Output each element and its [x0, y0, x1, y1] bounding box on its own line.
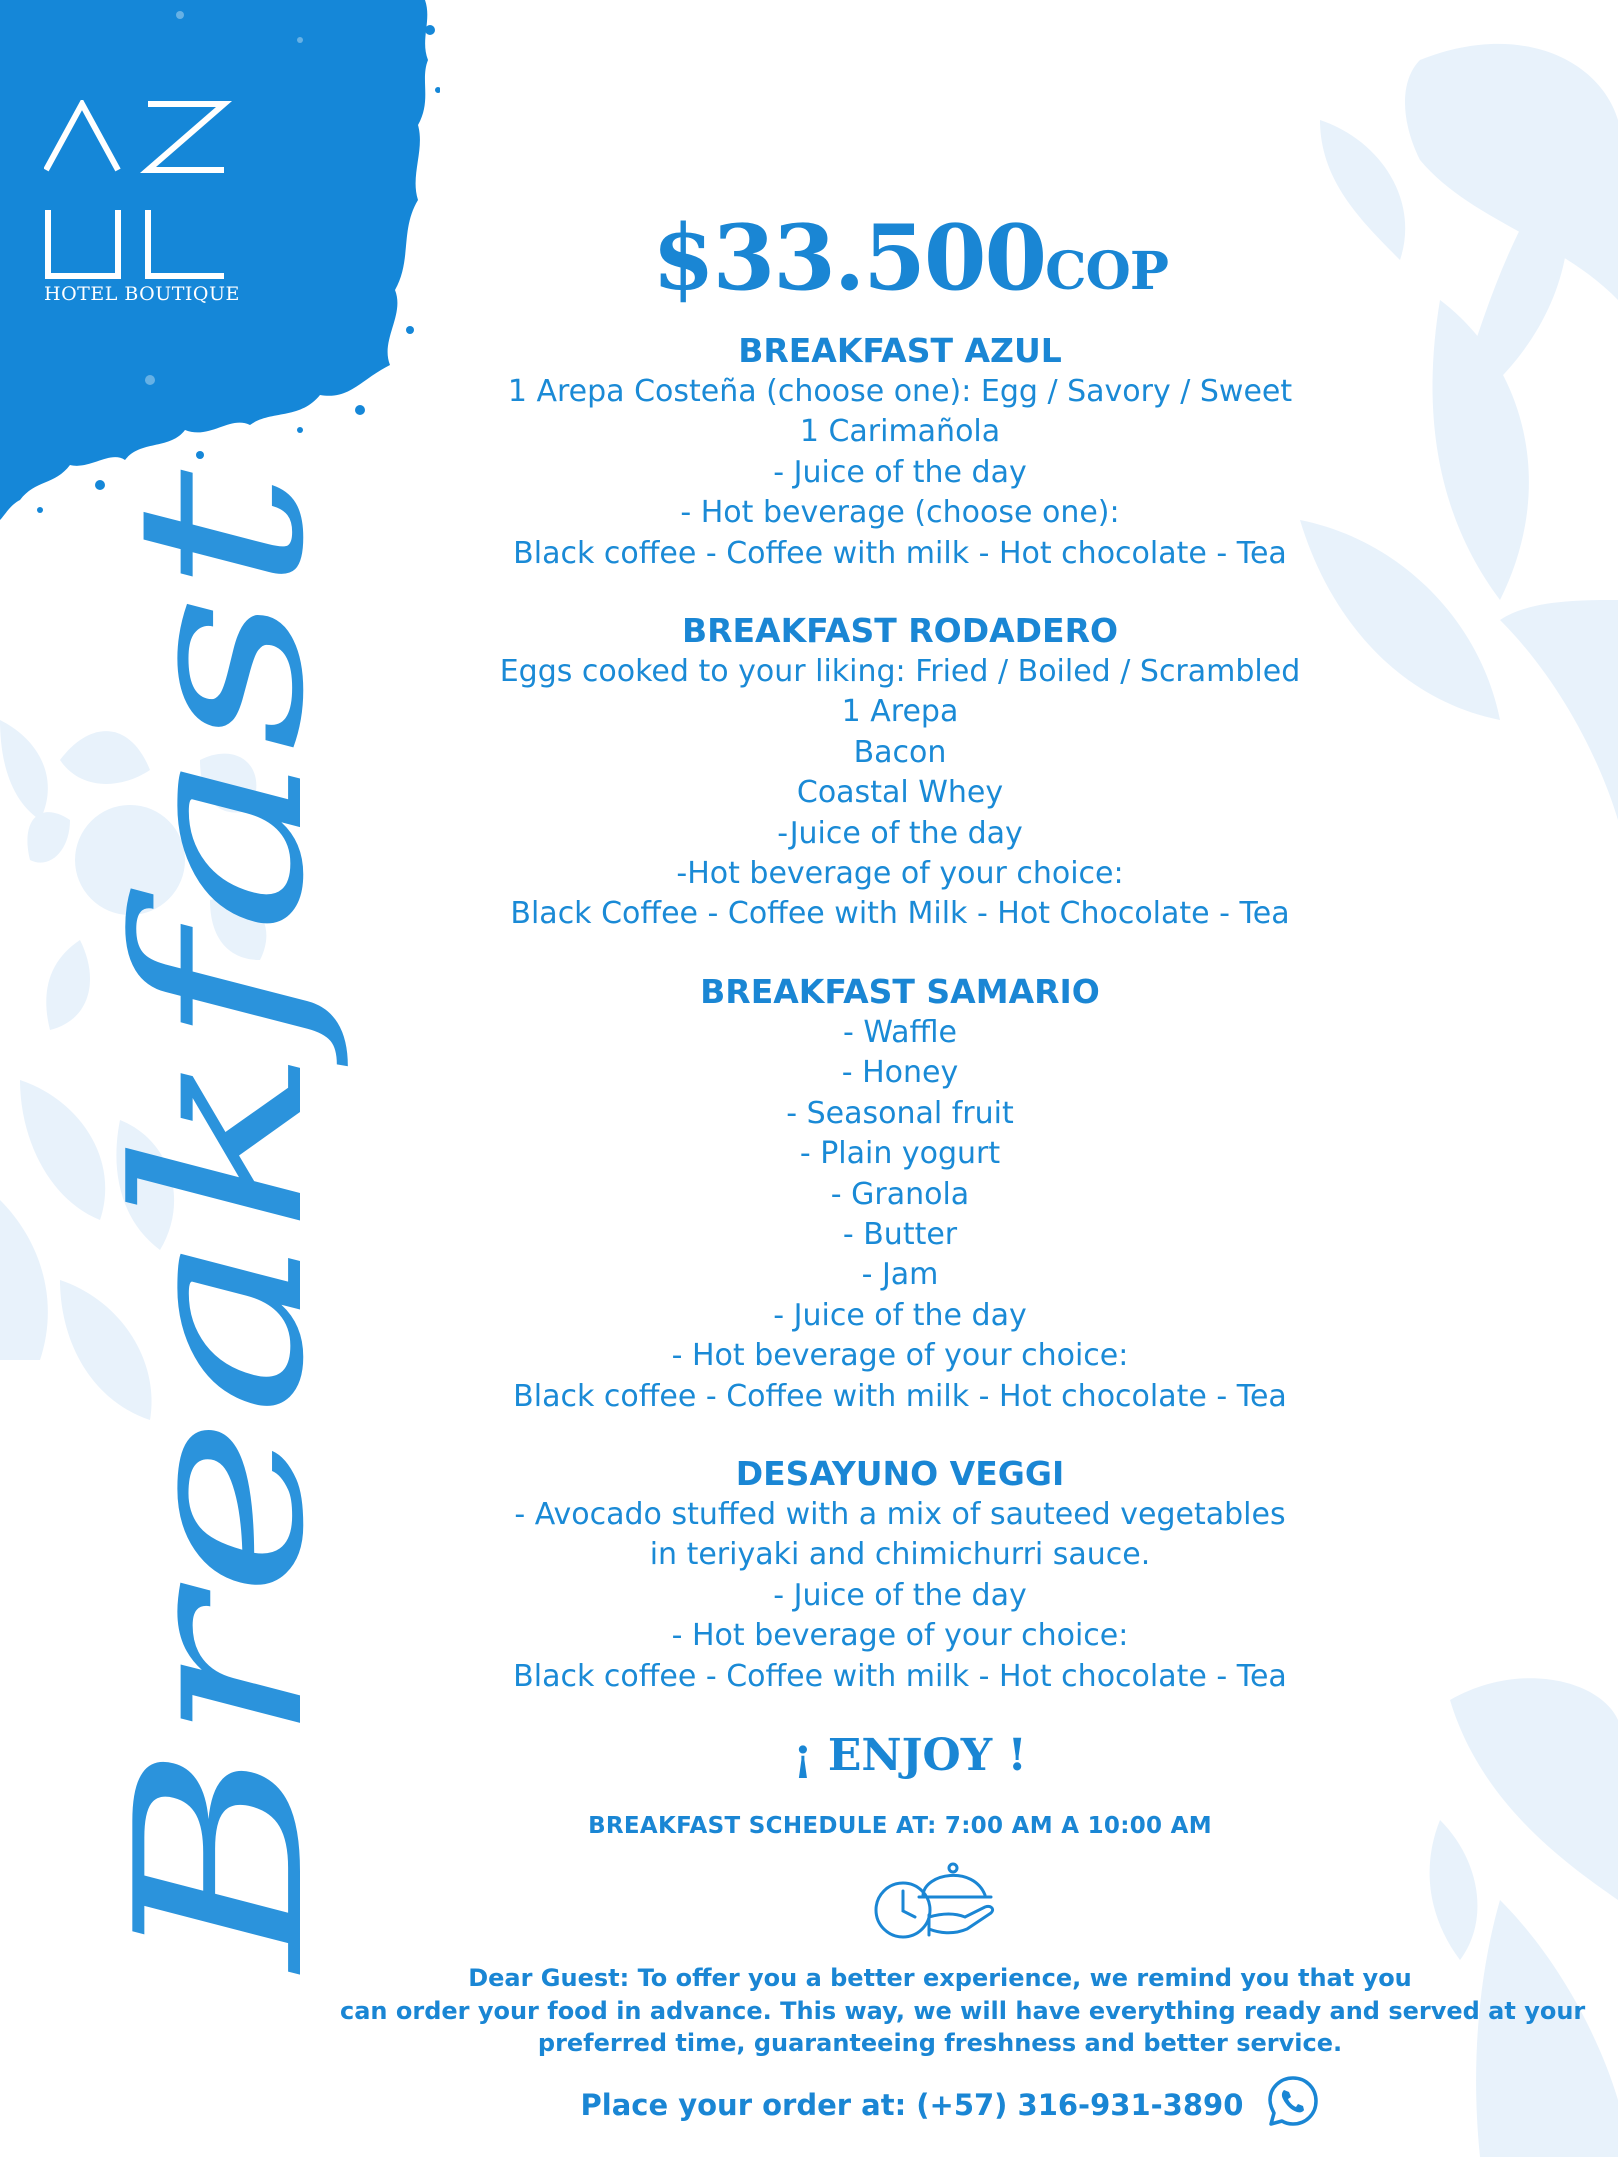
menu-section — [430, 330, 1370, 574]
menu-section-title: BREAKFAST AZUL — [738, 331, 1062, 370]
guest-note — [340, 1962, 1586, 2060]
menu-item: 1 Carimañola — [799, 414, 1001, 450]
menu-item: - Hot beverage of your choice: — [671, 1338, 1129, 1374]
menu-section-title: BREAKFAST RODADERO — [681, 611, 1119, 651]
section-gap — [430, 574, 1370, 610]
menu-section-title: BREAKFAST SAMARIO — [700, 971, 1100, 1011]
clock-cloche-icon — [873, 1855, 998, 1945]
menu-section — [430, 610, 1370, 935]
menu-item: - Plain yogurt — [799, 1136, 1001, 1172]
menu-item: - Waffle — [843, 1014, 957, 1050]
menu-section-title: DESAYUNO VEGGI — [735, 1453, 1065, 1493]
order-contact — [560, 2080, 1340, 2134]
menu-item: Black coffee - Coffee with milk - Hot chocolate - Tea — [513, 1378, 1287, 1414]
enjoy-text: ¡ ENJOY ! — [793, 1730, 1027, 1781]
azul-logo-mark — [44, 100, 234, 280]
order-phone-label[interactable]: Place your order at: (+57) 316-931-3890 — [580, 2088, 1244, 2122]
menu-item: Black coffee - Coffee with milk - Hot chocolate - Tea — [513, 1658, 1287, 1694]
menu-item: Black coffee - Coffee with milk - Hot chocolate - Tea — [513, 535, 1287, 571]
script-title-text: Breakfast — [88, 845, 355, 1970]
menu-item: - Jam — [861, 1257, 939, 1293]
menu-item: -Hot beverage of your choice: — [676, 856, 1124, 892]
price-currency: COP — [1045, 241, 1168, 302]
menu-item: Eggs cooked to your liking: Fried / Boiled / Scrambled — [499, 654, 1301, 690]
menu-item: Coastal Whey — [796, 775, 1004, 811]
breakfast-schedule: BREAKFAST SCHEDULE AT: 7:00 AM A 10:00 AM — [588, 1813, 1212, 1839]
whatsapp-icon[interactable] — [1266, 2074, 1320, 2128]
menu-sections — [430, 330, 1370, 1697]
section-gap — [430, 935, 1370, 971]
logo-subtitle: HOTEL BOUTIQUE — [44, 283, 240, 305]
menu-item: - Seasonal fruit — [786, 1095, 1014, 1131]
menu-item: Bacon — [853, 734, 947, 770]
menu-item: -Juice of the day — [777, 815, 1023, 851]
price — [600, 205, 1220, 311]
guest-note-line: preferred time, guaranteeing freshness and better service. — [537, 2029, 1343, 2057]
guest-note-line: Dear Guest: To offer you a better experience, we remind you that you — [468, 1964, 1412, 1992]
menu-item: - Juice of the day — [773, 1577, 1027, 1613]
menu-item: - Honey — [841, 1055, 959, 1091]
menu-item: 1 Arepa — [841, 694, 959, 730]
menu-item: - Butter — [842, 1216, 958, 1252]
menu-item: - Juice of the day — [773, 454, 1027, 490]
menu-item: - Avocado stuffed with a mix of sauteed vegetables — [514, 1496, 1286, 1532]
menu-item: - Granola — [830, 1176, 970, 1212]
menu-item: - Hot beverage of your choice: — [671, 1618, 1129, 1654]
script-title-breakfast — [70, 450, 370, 2010]
menu-item: - Hot beverage (choose one): — [680, 495, 1120, 531]
menu-item: - Juice of the day — [773, 1297, 1027, 1333]
section-gap — [430, 1417, 1370, 1453]
menu-item: 1 Arepa Costeña (choose one): Egg / Savory / Sweet — [507, 374, 1293, 409]
price-amount: $33.500 — [652, 205, 1046, 311]
menu-item: in teriyaki and chimichurri sauce. — [649, 1537, 1151, 1573]
menu-section — [430, 971, 1370, 1417]
guest-note-line: can order your food in advance. This way, we will have everything ready and served at your — [340, 1996, 1586, 2025]
menu-item: Black Coffee - Coffee with Milk - Hot Chocolate - Tea — [510, 896, 1290, 932]
menu-section — [430, 1453, 1370, 1697]
